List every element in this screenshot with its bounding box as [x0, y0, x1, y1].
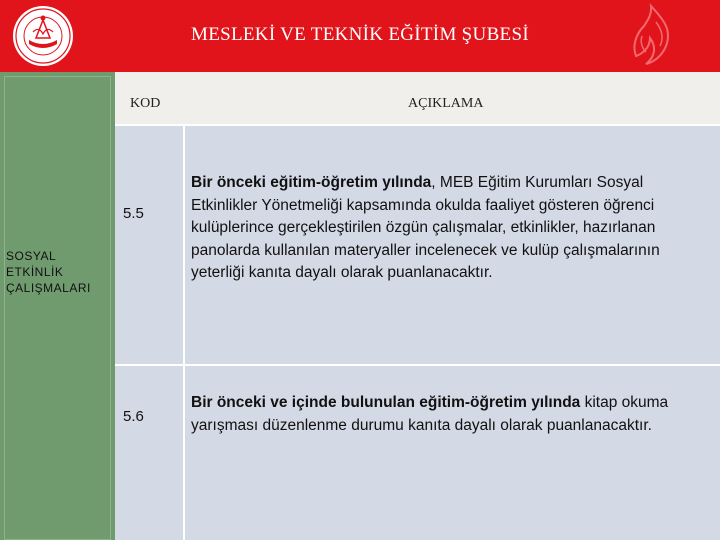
row-description-text: kitap okuma yarışması düzenlenme durumu kanıta dayalı olarak puanlanacaktır.: [191, 394, 669, 434]
category-label-line: SOSYAL: [6, 249, 57, 263]
row-description-bold: Bir önceki eğitim-öğretim yılında: [191, 174, 432, 191]
category-label-line: ETKİNLİK: [6, 265, 64, 279]
header-bar: [0, 0, 720, 72]
category-column-frame: [4, 76, 111, 540]
column-header-kod: KOD: [130, 96, 161, 111]
table-cell-code: [115, 126, 183, 364]
row-description-bold: Bir önceki ve içinde bulunulan eğitim-öğretim yılında: [191, 394, 581, 411]
row-code: 5.6: [123, 408, 144, 425]
row-description: [191, 172, 711, 285]
category-label-line: ÇALIŞMALARI: [6, 281, 91, 295]
row-description: [191, 392, 711, 437]
table-cell-code: [115, 366, 183, 540]
row-code: 5.5: [123, 205, 144, 222]
column-header-aciklama: AÇIKLAMA: [408, 96, 484, 111]
category-label: [6, 248, 111, 296]
page-title: MESLEKİ VE TEKNİK EĞİTİM ŞUBESİ: [191, 24, 529, 45]
category-column: [0, 72, 115, 540]
row-description-text: , MEB Eğitim Kurumları Sosyal Etkinlikler Yönetmeliği kapsamında okulda faaliyet gösteren öğrenci kulüplerince gerçekleştirilen özgün çalışmalar, etkinlikler, hazırlanan panolarda kullanılan materyaller incelenecek ve kulüp çalışmalarının yeterliği kanıta dayalı olarak puanlanacaktır.: [191, 174, 660, 281]
